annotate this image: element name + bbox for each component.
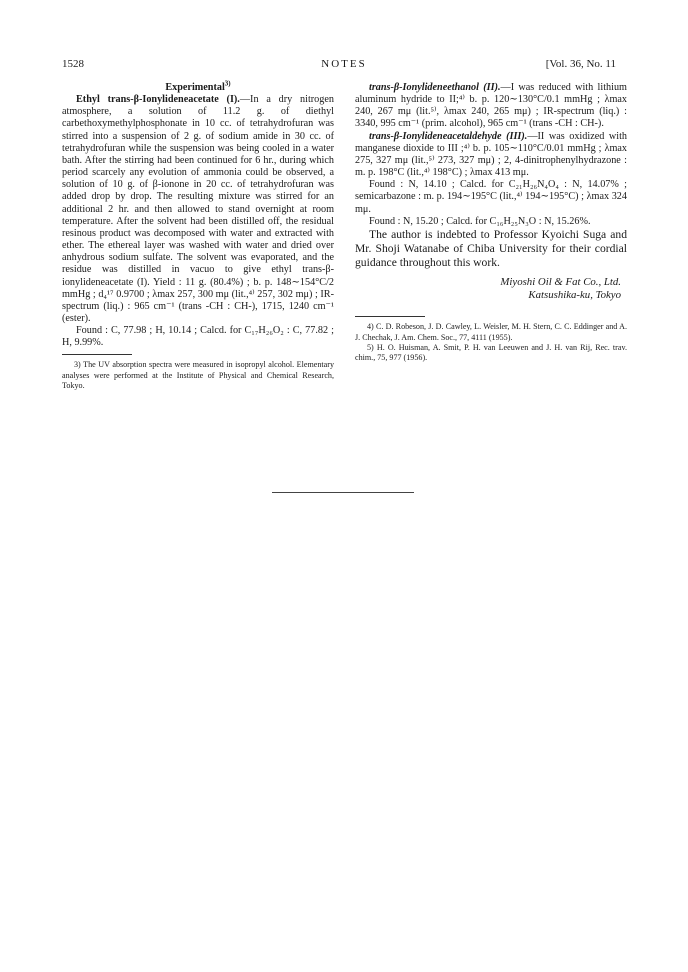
affiliation-company: Miyoshi Oil & Fat Co., Ltd. [500, 276, 621, 289]
affiliation [355, 276, 621, 302]
footnote-3: 3) The UV absorption spectra were measured in isopropyl alcohol. Elementary analyses were performed at the Institute of Physical and Chemical Research, Tokyo. [62, 360, 334, 390]
left-column [62, 79, 334, 391]
reference-4: 4) C. D. Robeson, J. D. Cawley, L. Weisler, M. H. Stern, C. C. Eddinger and A. J. Chechak, J. Am. Chem. Soc., 77, 4111 (1955). [355, 322, 627, 342]
paragraph-ethyl-ester-body: —In a dry nitrogen atmosphere, a solution of 11.2 g. of diethyl carbethoxymethylphosphonate in 10 cc. of tetrahydrofuran was stirred into a suspension of 2 g. of sodium amide in 30 cc. of tetrahydrofuran while the suspension was being cooled in a water bath. After the stirring had been continued for 6 hr., during which period scarcely any evolution of ammonia could be observed, a solution of 10 g. of β-ionone in 20 cc. of tetrahydrofuran was added drop by drop. The resulting mixture was stirred for an additional 2 hr. and then allowed to stand overnight at room temperature. After the solvent had been distilled off, the residual resinous product was decomposed with water and extracted with ether. The ethereal layer was washed with water and dried over anhydrous sodium sulfate. The solvent was evaporated, and the residue was distilled in vacuo to give ethyl trans-β-ionylideneacetate (I). Yield : 11 g. (80.4%) ; b. p. 148∼154°C/2 mmHg ; d₄¹⁷ 0.9700 ; λmax 257, 300 mμ (lit.,⁴⁾ 257, 302 mμ) ; IR-spectrum (liq.) : 965 cm⁻¹ (trans -CH : CH-), 1715, 1240 cm⁻¹ (ester). [62, 94, 334, 324]
elemental-analysis-1: Found : C, 77.98 ; H, 10.14 ; Calcd. for C₁₇H₂₆O₂ : C, 77.82 ; H, 9.99%. [62, 325, 334, 349]
section-title [62, 79, 334, 94]
paragraph-ethyl-ester-title: Ethyl trans-β-Ionylideneacetate (I). [76, 94, 240, 106]
acknowledgement: The author is indebted to Professor Kyoichi Suga and Mr. Shoji Watanabe of Chiba University for their cordial guidance throughout this work. [355, 227, 627, 270]
paragraph-ethanol-body: —I was reduced with lithium aluminum hydride to II;⁴⁾ b. p. 120∼130°C/0.1 mmHg ; λmax 240, 267 mμ (lit.⁵⁾, λmax 240, 265 mμ) ; IR-spectrum (liq.) : 3340, 995 cm⁻¹ (prim. alcohol), 965 cm⁻¹ (trans -CH : CH-). [355, 82, 627, 130]
references-rule [355, 316, 425, 317]
paragraph-aldehyde [355, 131, 627, 180]
volume-info: [Vol. 36, No. 11 [545, 58, 616, 70]
reference-5: 5) H. O. Huisman, A. Smit, P. H. van Leeuwen and J. H. van Rij, Rec. trav. chim., 75, 977 (1956). [355, 342, 627, 362]
paragraph-ethanol [355, 82, 627, 131]
references [355, 316, 627, 362]
footnote-rule [62, 354, 132, 355]
affiliation-location: Katsushika-ku, Tokyo [528, 289, 621, 302]
section-title-ref: 3) [224, 79, 231, 88]
paragraph-ethanol-title: trans-β-Ionylideneethanol (II). [369, 82, 501, 93]
paragraph-aldehyde-title: trans-β-Ionylideneacetaldehyde (III). [369, 130, 528, 142]
page-number: 1528 [62, 58, 84, 70]
section-title-text: Experimental [165, 82, 225, 93]
paragraph-aldehyde-body: —II was oxidized with manganese dioxide to III ;⁴⁾ b. p. 105∼110°C/0.01 mmHg ; λmax 275, 327 mμ (lit.,⁵⁾ 273, 327 mμ) ; 2, 4-dinitrophenylhydrazone : m. p. 198°C (lit.,⁴⁾ 198°C) ; λmax 413 mμ. [355, 130, 627, 179]
elemental-analysis-2: Found : N, 14.10 ; Calcd. for C₂₁H₂₆N₄O₄ : N, 14.07% ; semicarbazone : m. p. 194∼195°C (lit.,⁴⁾ 194∼195°C) ; λmax 324 mμ. [355, 179, 627, 215]
end-rule [272, 492, 414, 493]
paragraph-ethyl-ester [62, 94, 334, 325]
elemental-analysis-3: Found : N, 15.20 ; Calcd. for C₁₆H₂₅N₃O : N, 15.26%. [369, 215, 591, 227]
running-head-section: NOTES [321, 58, 367, 70]
right-column [355, 82, 627, 363]
